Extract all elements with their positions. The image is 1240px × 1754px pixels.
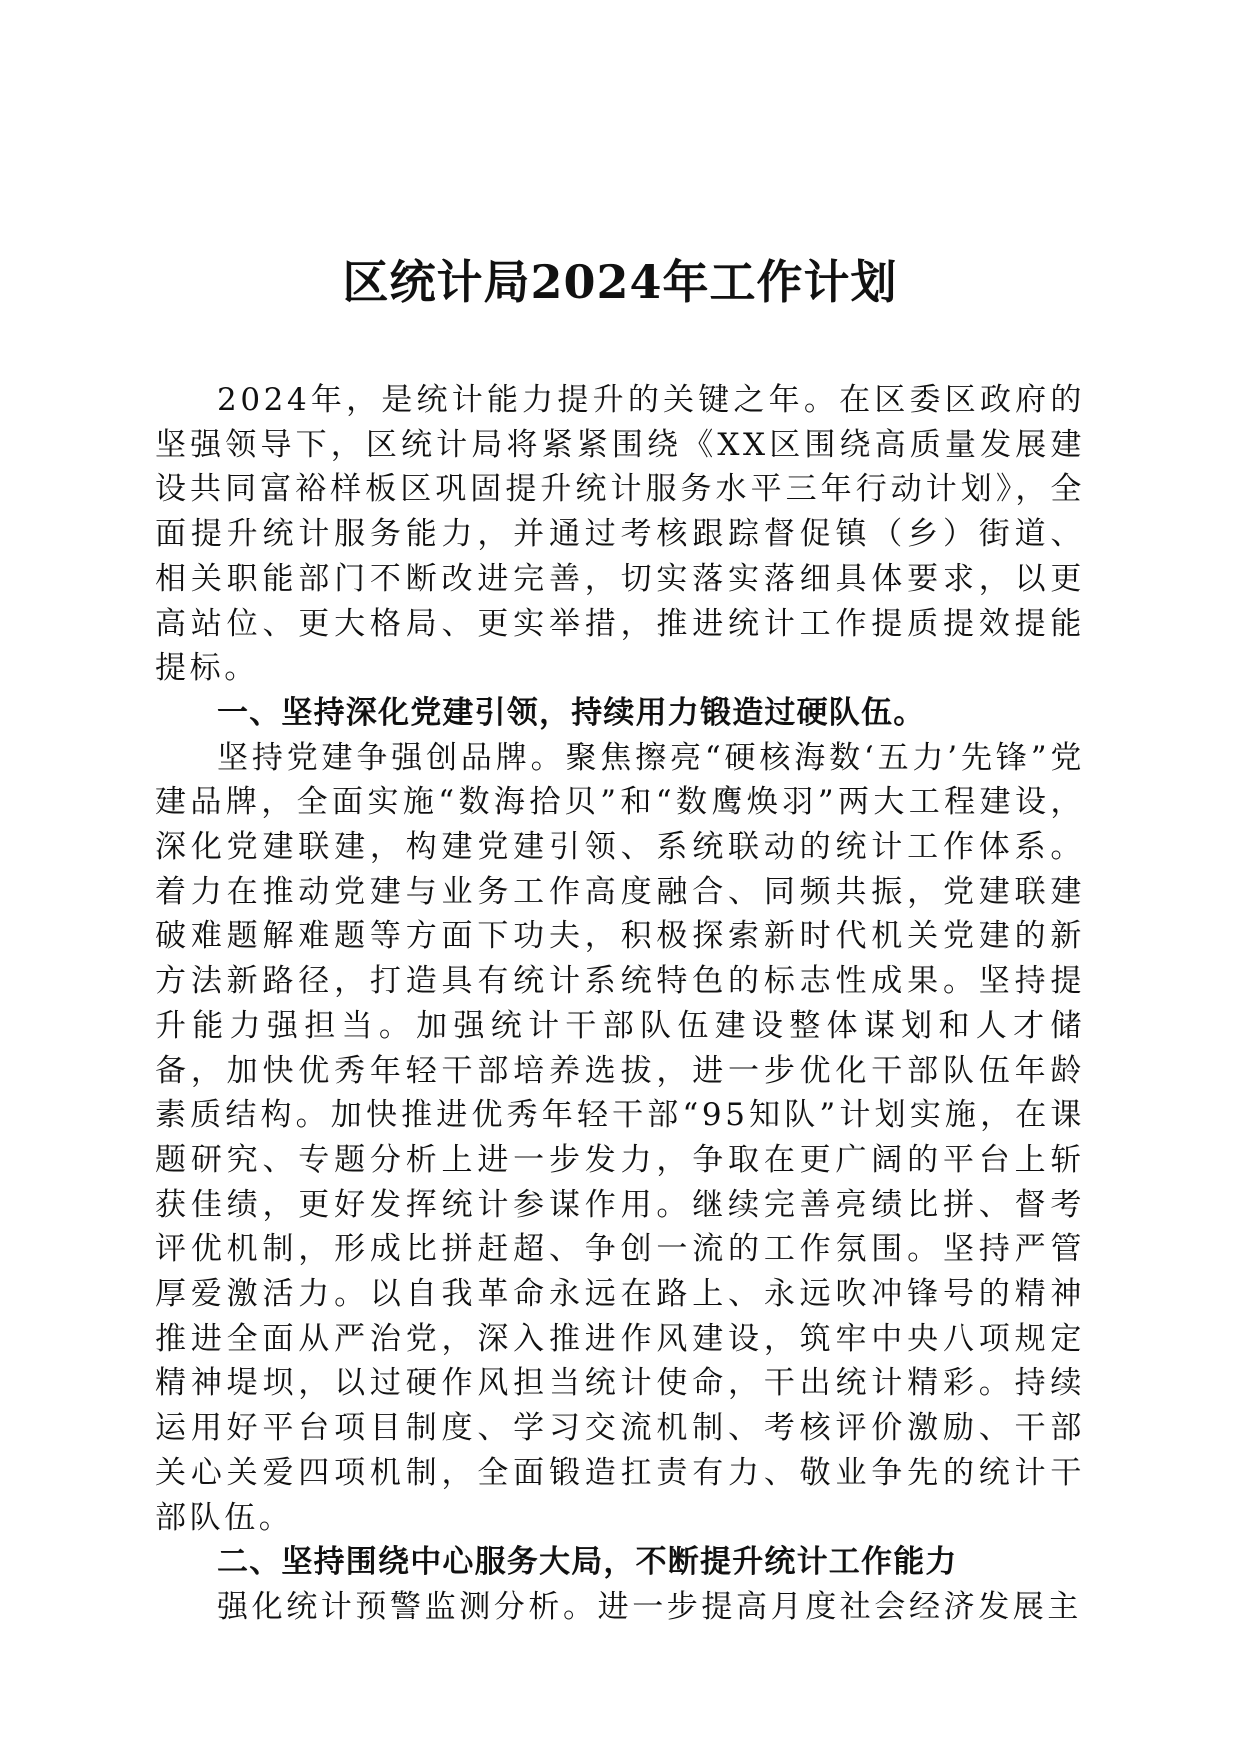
section-1-paragraph: 坚持党建争强创品牌。聚焦擦亮“硬核海数‘五力’先锋”党建品牌，全面实施“数海拾贝”和“数鹰焕羽”两大工程建设，深化党建联建，构建党建引领、系统联动的统计工作体系。着力在推动党建与业务工作高度融合、同频共振，党建联建破难题解难题等方面下功夫，积极探索新时代机关党建的新方法新路径，打造具有统计系统特色的标志性成果。坚持提升能力强担当。加强统计干部队伍建设整体谋划和人才储备，加快优秀年轻干部培养选拔，进一步优化干部队伍年龄素质结构。加快推进优秀年轻干部“95知队”计划实施，在课题研究、专题分析上进一步发力，争取在更广阔的平台上斩获佳绩，更好发挥统计参谋作用。继续完善亮绩比拼、督考评优机制，形成比拼赶超、争创一流的工作氛围。坚持严管厚爱激活力。以自我革命永远在路上、永远吹冲锋号的精神推进全面从严治党，深入推进作风建设，筑牢中央八项规定精神堤坝，以过硬作风担当统计使命，干出统计精彩。持续运用好平台项目制度、学习交流机制、考核评价激励、干部关心关爱四项机制，全面锻造扛责有力、敬业争先的统计干部队伍。 xyxy=(155,739,1085,1536)
intro-paragraph: 2024年，是统计能力提升的关键之年。在区委区政府的坚强领导下，区统计局将紧紧围绕《XX区围绕高质量发展建设共同富裕样板区巩固提升统计服务水平三年行动计划》，全面提升统计服务能力，并通过考核跟踪督促镇（乡）街道、相关职能部门不断改进完善，切实落实落细具体要求，以更高站位、更大格局、更实举措，推进统计工作提质提效提能提标。 xyxy=(155,382,1085,687)
section-2-paragraph: 强化统计预警监测分析。进一步提高月度社会经济发展主 xyxy=(217,1588,1082,1625)
section-heading-2: 二、坚持围绕中心服务大局，不断提升统计工作能力 xyxy=(217,1544,958,1581)
document-title: 区统计局2024年工作计划 xyxy=(342,255,898,309)
document-body xyxy=(155,378,1085,1630)
section-heading-1: 一、坚持深化党建引领，持续用力锻造过硬队伍。 xyxy=(217,694,926,731)
